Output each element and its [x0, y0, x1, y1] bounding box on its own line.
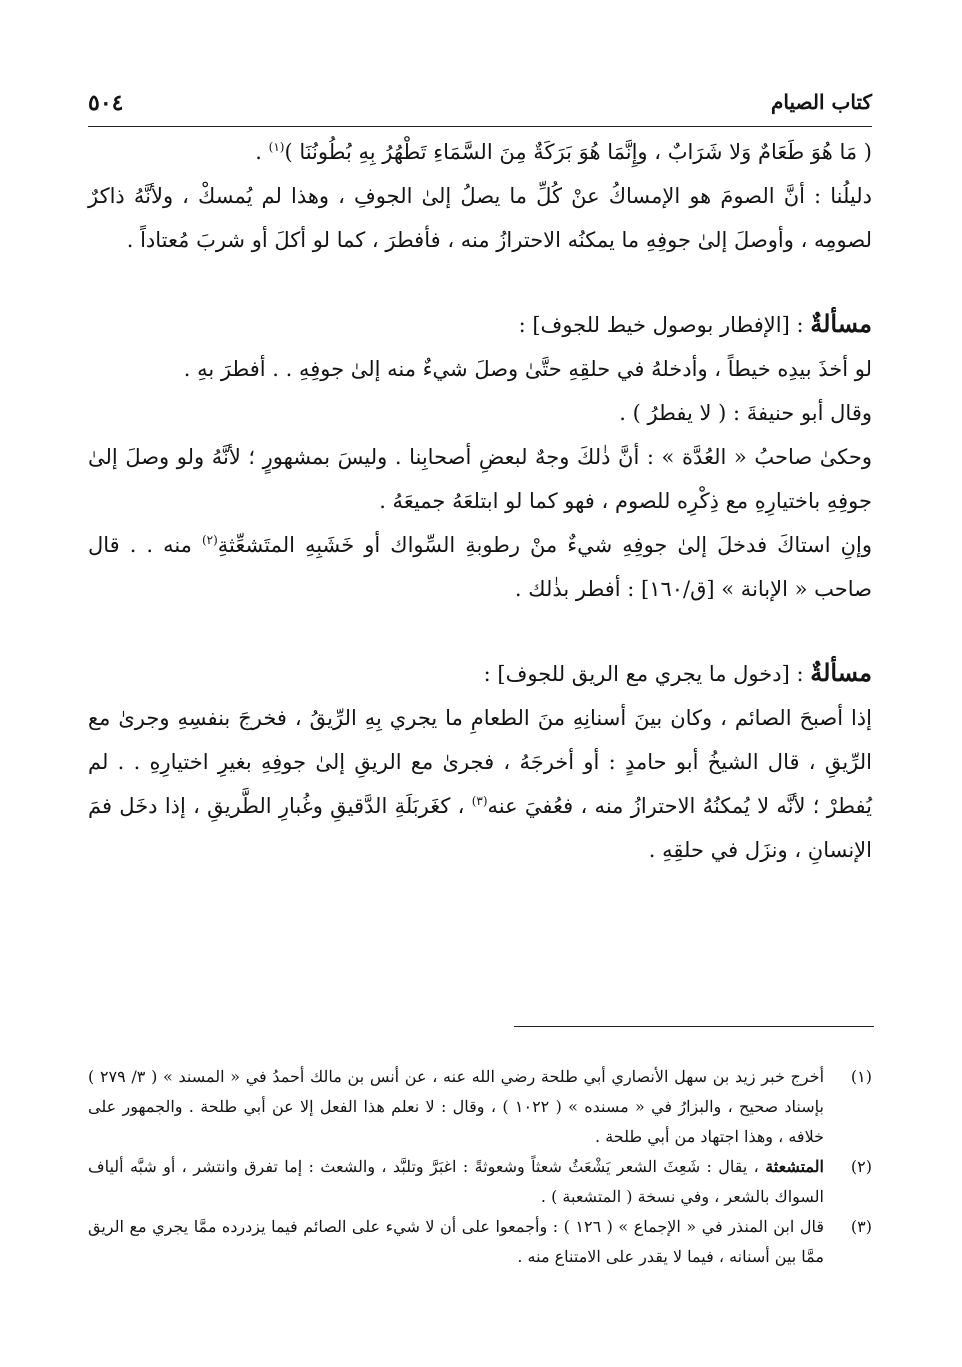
siwak-text: وإنِ استاكَ فدخلَ إلىٰ جوفِهِ شيءٌ منْ رطوبةِ السِّواك أو خَشَبِهِ المتَشعِّثةِ [217, 533, 872, 557]
paragraph-evidence: دليلُنا : أنَّ الصومَ هو الإمساكُ عنْ كُلِّ ما يصلُ إلىٰ الجوفِ ، وهذا لم يُمسكْ ، ولأنَّهُ ذاكرٌ لصومِه ، وأوصلَ إلىٰ جوفِهِ ما يمكنُه الاحترازُ منه ، فأفطرَ ، كما لو أكلَ أو شربَ مُعتاداً . [88, 184, 872, 252]
paragraph-abu-hanifa: وقال أبو حنيفةَ : ( لا يفطرُ ) . [619, 401, 872, 425]
footnote-number: (٣) [850, 1217, 872, 1236]
masala-keyword: مسألةٌ [810, 309, 872, 338]
paragraph-hadith [88, 130, 872, 174]
footnote-number: (١) [850, 1067, 872, 1086]
paragraph-siwak [88, 523, 872, 611]
footnote-ref-3[interactable]: (٣) [471, 794, 488, 808]
footnote-text: قال ابن المنذر في « الإجماع » ( ١٢٦ ) : وأجمعوا على أن لا شيء على الصائم فيما يزدرده ممَّا يجري مع الريق ممَّا بين أسنانه ، فيما لا يقدر على الامتناع منه . [88, 1217, 824, 1266]
book-title: كتاب الصيام [771, 90, 872, 114]
masala-heading-2 [88, 651, 872, 696]
footnotes [88, 1062, 872, 1272]
footnote-text: أخرج خبر زيد بن سهل الأنصاري أبي طلحة رضي الله عنه ، عن أنس بن مالك أحمدُ في « المسند » ( ٣/ ٢٧٩ ) بإسناد صحيح ، والبزارُ في « مسنده » ( ١٠٢٢ ) ، وقال : لا نعلم هذا الفعل إلا عن أبي طلحة . والجمهور على خلافه ، وهذا اجتهاد من أبي طلحة . [88, 1067, 825, 1146]
saliva-text: إذا أصبحَ الصائم ، وكان بينَ أسنانِهِ منَ الطعامِ ما يجري بِهِ الرِّيقُ ، فخرجَ بنفسِهِ وجرىٰ مع الرِّيقِ ، قال الشيخُ أبو حامدٍ : أو أخرجَهُ ، فجرىٰ مع الريقِ إلىٰ جوفِهِ بغيرِ اختيارِهِ . . لم يُفطرْ ؛ لأنَّه لا يُمكنُهُ الاحترازُ منه ، فعُفيَ عنه [88, 706, 872, 818]
main-text [88, 130, 872, 872]
footnote-divider [514, 1026, 874, 1027]
footnote-1 [88, 1062, 872, 1152]
paragraph-udda: وحكىٰ صاحبُ « العُدَّة » : أنَّ ذٰلكَ وجهٌ لبعضِ أصحابِنا . وليسَ بمشهورٍ ؛ لأنَّهُ ولو وصلَ إلىٰ جوفِهِ باختيارِهِ مع ذِكْرِه للصوم ، فهو كما لو ابتلعَهُ جميعَهُ . [88, 445, 872, 513]
footnote-ref-1[interactable]: (١) [268, 140, 285, 154]
footnote-ref-2[interactable]: (٢) [201, 533, 218, 547]
footnote-text: المتشعثة ، يقال : شَعِثَ الشعر يَشْعَثُ شعثاً وشعوثةً : اغبَرَّ وتلبَّد ، والشعث : إما تفرق وانتشر ، أو شبَّه ألياف السواك بالشعر ، وفي نسخة ( المتشعبة ) . [88, 1157, 824, 1206]
footnote-number: (٢) [850, 1157, 872, 1176]
paragraph-thread: لو أخذَ بيدِه خيطاً ، وأدخلهُ في حلقِهِ حتَّىٰ وصلَ شيءٌ منه إلىٰ جوفِهِ . . أفطرَ بهِ . [183, 357, 872, 381]
footnote-3 [88, 1212, 872, 1272]
page-number: ٥٠٤ [88, 90, 124, 116]
masala-title: : [الإفطار بوصول خيط للجوف] : [518, 313, 811, 337]
page-header [88, 86, 872, 127]
masala-heading-1 [88, 302, 872, 347]
hadith-text: ( مَا هُوَ طَعَامٌ وَلا شَرَابٌ ، وإِنَّمَا هُوَ بَرَكَةٌ مِنَ السَّمَاءِ تَطْهُرُ بِهِ بُطُونُنَا ) [284, 140, 872, 164]
masala-title: : [دخول ما يجري مع الريق للجوف] : [483, 662, 811, 686]
siwak-text-end: منه . . قال صاحب « الإبانة » [ق/١٦٠] : أفطر بذٰلك . [88, 533, 872, 601]
hadith-end: . [255, 140, 269, 164]
footnote-2 [88, 1152, 872, 1212]
masala-keyword: مسألةٌ [810, 658, 872, 687]
paragraph-saliva [88, 696, 872, 872]
saliva-text-end: ، كغَربَلَةِ الدَّقيقِ وغُبارِ الطَّريقِ ، إذا دخَل فمَ الإنسانِ ، ونزَل في حلقِهِ . [88, 794, 872, 862]
